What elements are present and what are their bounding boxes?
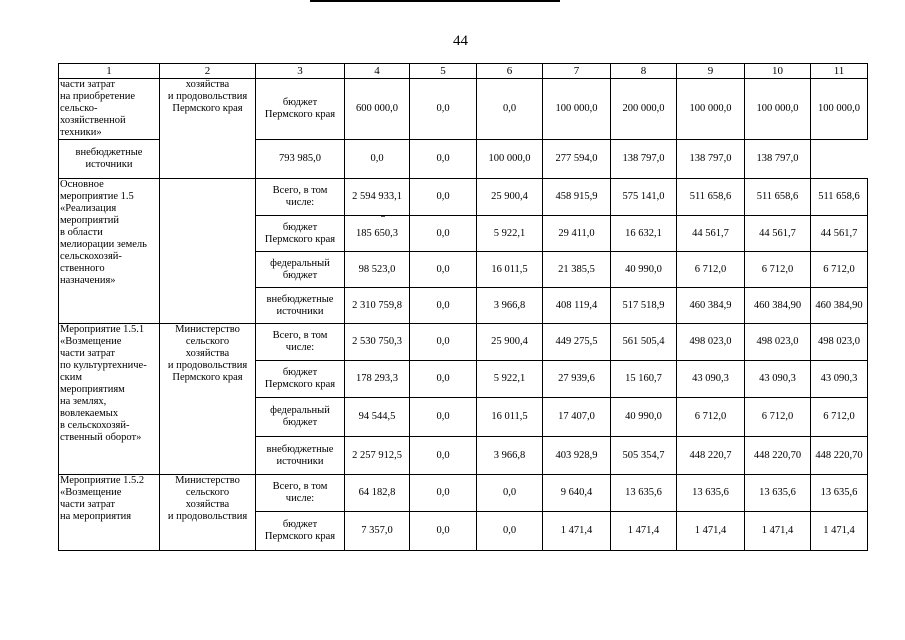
- amount-cell: 13 635,6: [811, 475, 868, 512]
- amount-cell: 185 650,3: [345, 216, 410, 252]
- amount-cell: 0,0: [410, 437, 477, 475]
- amount-cell: 0,0: [410, 288, 477, 324]
- amount-cell: 561 505,4: [611, 324, 677, 361]
- amount-cell: 1 471,4: [611, 512, 677, 551]
- col-header: 5: [410, 64, 477, 79]
- amount-cell: 16 632,1: [611, 216, 677, 252]
- amount-cell: 40 990,0: [611, 398, 677, 437]
- amount-cell: 575 141,0: [611, 179, 677, 216]
- amount-cell: 2 594 933,1: [345, 179, 410, 216]
- funding-source: внебюджетные источники: [256, 437, 345, 475]
- funding-source: Всего, в том числе:: [256, 179, 345, 216]
- amount-cell: 517 518,9: [611, 288, 677, 324]
- amount-cell: 3 966,8: [477, 288, 543, 324]
- amount-cell: 511 658,6: [745, 179, 811, 216]
- top-rule: [310, 0, 560, 2]
- amount-cell: 0,0: [477, 79, 543, 140]
- amount-cell: 0,0: [410, 216, 477, 252]
- funding-source: бюджет Пермского края: [256, 216, 345, 252]
- funding-source: внебюджетные источники: [59, 140, 160, 179]
- amount-cell: 44 561,7: [677, 216, 745, 252]
- amount-cell: 13 635,6: [677, 475, 745, 512]
- amount-cell: 0,0: [410, 79, 477, 140]
- amount-cell: 15 160,7: [611, 361, 677, 398]
- activity-description: Мероприятие 1.5.1 «Возмещение части затрат по культуртехниче- ским мероприятиям на землях, вовлекаемых в сельскохозяй- ственный оборот»: [59, 324, 160, 475]
- amount-cell: 0,0: [410, 324, 477, 361]
- amount-cell: 17 407,0: [543, 398, 611, 437]
- amount-cell: 6 712,0: [811, 252, 868, 288]
- amount-cell: 2 310 759,8: [345, 288, 410, 324]
- amount-cell: 200 000,0: [611, 79, 677, 140]
- amount-cell: 403 928,9: [543, 437, 611, 475]
- col-header: 3: [256, 64, 345, 79]
- amount-cell: 100 000,0: [745, 79, 811, 140]
- amount-cell: 0,0: [410, 475, 477, 512]
- amount-cell: 1 471,4: [543, 512, 611, 551]
- amount-cell: 511 658,6: [677, 179, 745, 216]
- responsible-executor: Министерство сельского хозяйства и продовольствия Пермского края: [160, 324, 256, 475]
- amount-cell: 100 000,0: [811, 79, 868, 140]
- amount-cell: 0,0: [477, 512, 543, 551]
- amount-cell: 138 797,0: [745, 140, 811, 179]
- amount-cell: 27 939,6: [543, 361, 611, 398]
- header-row: [59, 64, 868, 79]
- amount-cell: 100 000,0: [677, 79, 745, 140]
- amount-cell: 94 544,5: [345, 398, 410, 437]
- amount-cell: 0,0: [410, 140, 477, 179]
- amount-cell: 6 712,0: [811, 398, 868, 437]
- amount-cell: 600 000,0: [345, 79, 410, 140]
- amount-cell: 6 712,0: [677, 252, 745, 288]
- amount-cell: 16 011,5: [477, 252, 543, 288]
- col-header: 7: [543, 64, 611, 79]
- amount-cell: 21 385,5: [543, 252, 611, 288]
- col-header: 2: [160, 64, 256, 79]
- amount-cell: 498 023,0: [677, 324, 745, 361]
- col-header: 10: [745, 64, 811, 79]
- amount-cell: 16 011,5: [477, 398, 543, 437]
- amount-cell: 6 712,0: [745, 252, 811, 288]
- amount-cell: 3 966,8: [477, 437, 543, 475]
- amount-cell: 25 900,4: [477, 179, 543, 216]
- amount-cell: 9 640,4: [543, 475, 611, 512]
- amount-cell: 100 000,0: [477, 140, 543, 179]
- amount-cell: 0,0: [410, 252, 477, 288]
- col-header: 11: [811, 64, 868, 79]
- amount-cell: 458 915,9: [543, 179, 611, 216]
- amount-cell: 0,0: [410, 512, 477, 551]
- amount-cell: 0,0: [410, 179, 477, 216]
- table-row: [59, 324, 868, 361]
- amount-cell: 5 922,1: [477, 216, 543, 252]
- amount-cell: 460 384,90: [811, 288, 868, 324]
- amount-cell: 0,0: [477, 475, 543, 512]
- amount-cell: 44 561,7: [811, 216, 868, 252]
- amount-cell: 505 354,7: [611, 437, 677, 475]
- amount-cell: 43 090,3: [745, 361, 811, 398]
- amount-cell: 5 922,1: [477, 361, 543, 398]
- amount-cell: 100 000,0: [543, 79, 611, 140]
- table-row: [59, 475, 868, 512]
- amount-cell: 2 530 750,3: [345, 324, 410, 361]
- amount-cell: 6 712,0: [745, 398, 811, 437]
- amount-cell: 13 635,6: [611, 475, 677, 512]
- amount-cell: 40 990,0: [611, 252, 677, 288]
- col-header: 4: [345, 64, 410, 79]
- responsible-executor: Министерство сельского хозяйства и продовольствия: [160, 475, 256, 551]
- amount-cell: 448 220,70: [811, 437, 868, 475]
- amount-cell: 44 561,7: [745, 216, 811, 252]
- amount-cell: 1 471,4: [745, 512, 811, 551]
- amount-cell: 178 293,3: [345, 361, 410, 398]
- amount-cell: 138 797,0: [611, 140, 677, 179]
- col-header: 9: [677, 64, 745, 79]
- funding-source: Всего, в том числе:: [256, 324, 345, 361]
- amount-cell: 0,0: [410, 398, 477, 437]
- amount-cell: 449 275,5: [543, 324, 611, 361]
- funding-source: бюджет Пермского края: [256, 512, 345, 551]
- amount-cell: 0,0: [345, 140, 410, 179]
- amount-cell: 43 090,3: [811, 361, 868, 398]
- funding-source: Всего, в том числе:: [256, 475, 345, 512]
- amount-cell: 793 985,0: [256, 140, 345, 179]
- funding-source: федеральный бюджет: [256, 252, 345, 288]
- amount-cell: 498 023,0: [811, 324, 868, 361]
- amount-cell: 460 384,90: [745, 288, 811, 324]
- amount-cell: 64 182,8: [345, 475, 410, 512]
- amount-cell: 498 023,0: [745, 324, 811, 361]
- activity-description: части затрат на приобретение сельско- хозяйственной техники»: [59, 79, 160, 140]
- col-header: 8: [611, 64, 677, 79]
- amount-cell: 460 384,9: [677, 288, 745, 324]
- amount-cell: 13 635,6: [745, 475, 811, 512]
- amount-cell: 511 658,6: [811, 179, 868, 216]
- budget-table: [58, 63, 868, 551]
- amount-cell: 7 357,0: [345, 512, 410, 551]
- amount-cell: 0,0: [410, 361, 477, 398]
- col-header: 1: [59, 64, 160, 79]
- table-row: [59, 179, 868, 216]
- funding-source: внебюджетные источники: [256, 288, 345, 324]
- scan-mark: [381, 216, 385, 217]
- amount-cell: 29 411,0: [543, 216, 611, 252]
- amount-cell: 43 090,3: [677, 361, 745, 398]
- amount-cell: 1 471,4: [811, 512, 868, 551]
- amount-cell: 138 797,0: [677, 140, 745, 179]
- funding-source: бюджет Пермского края: [256, 361, 345, 398]
- activity-description: Мероприятие 1.5.2 «Возмещение части затрат на мероприятия: [59, 475, 160, 551]
- amount-cell: 277 594,0: [543, 140, 611, 179]
- responsible-executor: хозяйства и продовольствия Пермского края: [160, 79, 256, 179]
- page-number: 44: [453, 33, 468, 49]
- amount-cell: 1 471,4: [677, 512, 745, 551]
- amount-cell: 448 220,70: [745, 437, 811, 475]
- funding-source: федеральный бюджет: [256, 398, 345, 437]
- table-row: [59, 79, 868, 140]
- amount-cell: 448 220,7: [677, 437, 745, 475]
- responsible-executor: [160, 179, 256, 324]
- amount-cell: 6 712,0: [677, 398, 745, 437]
- amount-cell: 2 257 912,5: [345, 437, 410, 475]
- funding-source: бюджет Пермского края: [256, 79, 345, 140]
- amount-cell: 25 900,4: [477, 324, 543, 361]
- amount-cell: 408 119,4: [543, 288, 611, 324]
- amount-cell: 98 523,0: [345, 252, 410, 288]
- activity-description: Основное мероприятие 1.5 «Реализация мероприятий в области мелиорации земель сельскохозяй- ственного назначения»: [59, 179, 160, 324]
- col-header: 6: [477, 64, 543, 79]
